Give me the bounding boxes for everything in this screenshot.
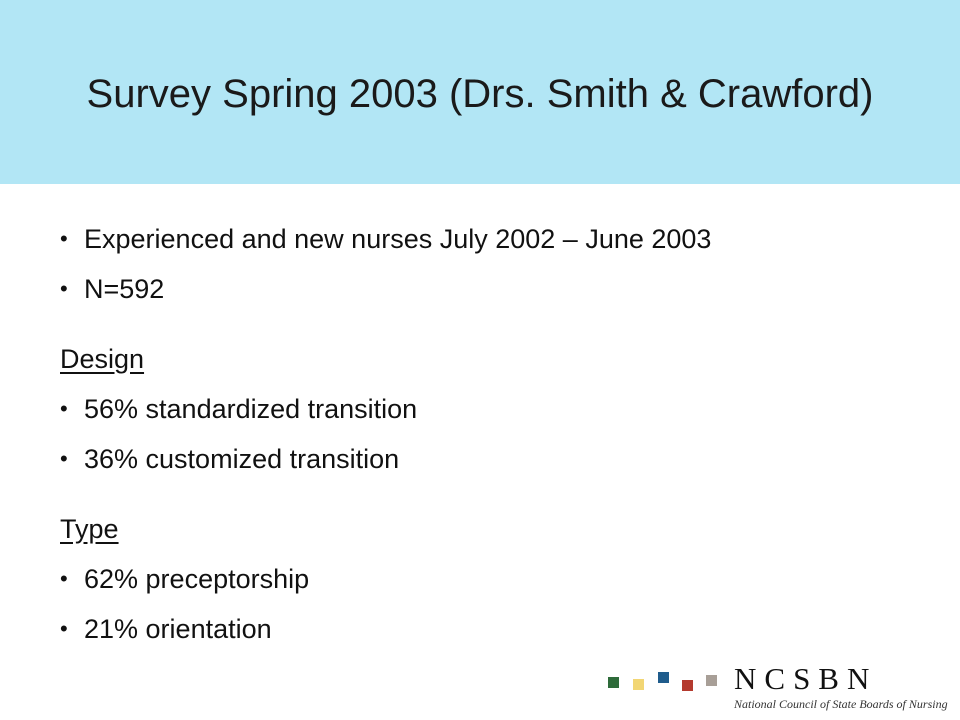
- bullet-dot: •: [60, 276, 68, 301]
- bullet-text: N=592: [84, 274, 165, 304]
- bullet-dot: •: [60, 396, 68, 421]
- logo-square-gray: [706, 675, 717, 686]
- bullet-item: [60, 214, 920, 264]
- logo-square-yellow: [633, 679, 644, 690]
- bullet-text: 21% orientation: [84, 614, 272, 644]
- slide-title: Survey Spring 2003 (Drs. Smith & Crawford): [86, 72, 874, 116]
- section-heading-type: Type: [60, 514, 119, 544]
- logo-subtitle: National Council of State Boards of Nursing: [734, 697, 948, 711]
- bullet-item: [60, 264, 920, 314]
- logo-square-green: [608, 677, 619, 688]
- section-heading-design: Design: [60, 344, 145, 374]
- slide-content: [60, 214, 920, 654]
- bullet-text: Experienced and new nurses July 2002 – June 2003: [84, 224, 712, 254]
- bullet-dot: •: [60, 226, 68, 251]
- bullet-text: 62% preceptorship: [84, 564, 310, 594]
- bullet-item: [60, 384, 920, 434]
- bullet-item: [60, 604, 920, 654]
- bullet-dot: •: [60, 566, 68, 591]
- bullet-dot: •: [60, 616, 68, 641]
- bullet-item: [60, 434, 920, 484]
- bullet-dot: •: [60, 446, 68, 471]
- ncsbn-logo: [600, 661, 948, 712]
- logo-square-red: [682, 680, 693, 691]
- logo-square-blue: [658, 672, 669, 683]
- bullet-text: 56% standardized transition: [84, 394, 418, 424]
- bullet-item: [60, 554, 920, 604]
- logo-wordmark: NCSBN: [734, 661, 878, 696]
- bullet-text: 36% customized transition: [84, 444, 400, 474]
